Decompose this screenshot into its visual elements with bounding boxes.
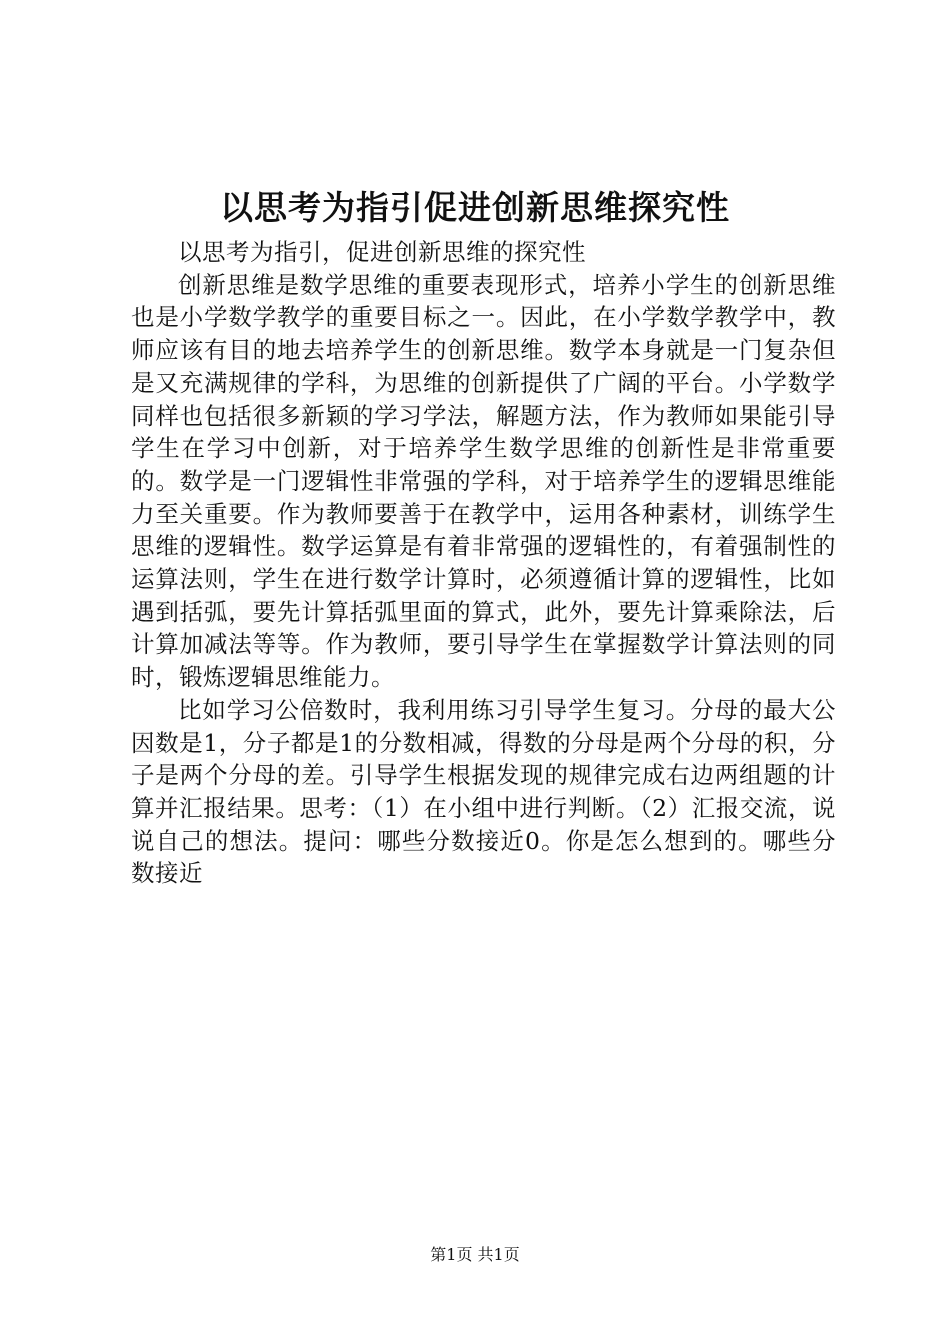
paragraph-subtitle: 以思考为指引，促进创新思维的探究性 xyxy=(178,238,586,266)
document-title: 以思考为指引促进创新思维探究性 xyxy=(220,188,730,227)
paragraph-example: 比如学习公倍数时，我利用练习引导学生复习。分母的最大公因数是1，分子都是1的分数相减，得数的分母是两个分母的积，分子是两个分母的差。引导学生根据发现的规律完成右边两组题的计算并汇报结果。思考：（1）在小组中进行判断。（2）汇报交流，说说自己的想法。提问：哪些分数接近0。你是怎么想到的。哪些分数接近 xyxy=(131,695,836,888)
document-body xyxy=(131,236,836,890)
page-footer: 第1页 共1页 xyxy=(430,1245,520,1264)
paragraph-main: 创新思维是数学思维的重要表现形式，培养小学生的创新思维也是小学数学教学的重要目标之一。因此，在小学数学教学中，教师应该有目的地去培养学生的创新思维。数学本身就是一门复杂但是又充满规律的学科，为思维的创新提供了广阔的平台。小学数学同样也包括很多新颖的学习学法，解题方法，作为教师如果能引导学生在学习中创新，对于培养学生数学思维的创新性是非常重要的。数学是一门逻辑性非常强的学科，对于培养学生的逻辑思维能力至关重要。作为教师要善于在教学中，运用各种素材，训练学生思维的逻辑性。数学运算是有着非常强的逻辑性的，有着强制性的运算法则，学生在进行数学计算时，必须遵循计算的逻辑性，比如遇到括弧，要先计算括弧里面的算式，此外，要先计算乘除法，后计算加减法等等。作为教师，要引导学生在掌握数学计算法则的同时，锻炼逻辑思维能力。 xyxy=(131,270,836,692)
